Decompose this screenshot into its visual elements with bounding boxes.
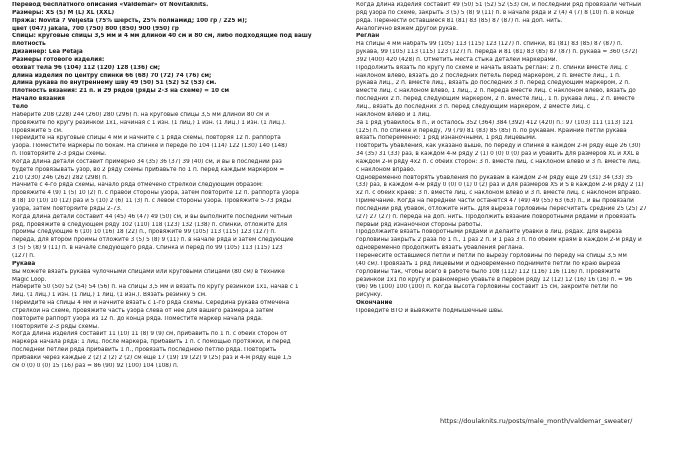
text-line: переда, для второй проймы отложите 3 (5) 5 (8) 9 (11) п. в начале ряда и затем следующие — [12, 237, 294, 244]
text-line: (127) п. — [12, 253, 35, 259]
text-line: Плотность вязания: 21 п. и 29 рядов (ряды 2-3 на схеме) = 10 см — [12, 88, 230, 95]
text-line: 3 (5) 5 (8) 9 (11) п. в начале следующего ряда. Спинка и перед по 99 (105) 113 (115) 123 — [12, 245, 283, 252]
text-line: последней петлей ряда прибавить 1 п., провязать последнюю петлю ряда. Повторить — [12, 347, 277, 354]
text-line: Размеры: XS (S) M (L) XL (XXL) — [12, 9, 115, 16]
text-line: Перенесите оставшиеся петли и петли по вырезу горловины по переду на спицы 3,5 мм — [356, 253, 627, 259]
text-line: проймы следующие 6 (10) 10 (16) 18 (22) п., провяжите 99 (105) 113 (115) 123 (127) п. — [12, 229, 277, 236]
text-line: Повторяйте 2-3 ряды схемы. — [12, 323, 100, 330]
text-line: 34 (35) 31 (33) раз, в каждом 4-м ряду 2 (1) 0 (0) 0 (0) раз и убавить для размеров XL и XXL в — [356, 151, 640, 158]
text-line: 210 (230) 246 (262) 282 (298) п. — [12, 174, 108, 181]
text-line: вместе лиц. с наклоном влево, 1 лиц., 2 п. переда вместе лиц. с наклоном влево, вязать до — [356, 88, 636, 95]
text-line: Аналогично вяжем другой рукав. — [356, 25, 458, 32]
text-line: наклоном влево, вязать до 2 последних петель перед маркером, 2 п. вместе лиц., 1 п. — [356, 72, 621, 79]
text-line: х2 п. с обеих краев: 3 п. вместе лиц. с наклоном влево и 3 п. вместе лиц. с наклоном вправо. — [356, 190, 641, 197]
text-line: последний ряд убавок, отложите нить. Для выреза горловины пересчитать средние 25 (25) 27 — [356, 205, 647, 212]
text-line: Начните с 4-го ряда схемы, начало ряда отмечено стрелкой следующим образом: — [12, 182, 263, 189]
text-line: Примечание. Когда на передней части останется 47 (49) 49 (55) 63 (63) п., и вы провязали — [356, 198, 634, 205]
text-line: Пряжа: Novita 7 Veljestä (75% шерсть, 25% полиамид; 100 гр / 225 м); — [12, 17, 247, 24]
text-line: Провяжите 5 см. — [12, 127, 63, 134]
text-line: вязать попеременно: 1 ряд изнаночными, 1 ряд лицевыми. — [356, 135, 537, 142]
text-line: горловины закрыть 2 раза по 1 п., 1 раз 2 п. и 1 раз 3 п. по обеим краям в каждом 2-м ряду и — [356, 237, 642, 244]
text-line: (33) раз, в каждом 4-м ряду 0 (0) 0 (1) 0 (2) раз и для размеров XS и S в каждом 2-м ряду 2 (1) — [356, 182, 644, 189]
text-line: резинкой 1х1 по кругу и равномерно убавьте в первом ряду 12 (12) 12 (16) 16 (16) п. = 96 — [356, 276, 632, 283]
text-line: Когда длина детали составит 44 (45) 46 (47) 49 (50) см, и вы выполните последний четный — [12, 213, 292, 220]
text-line: первый ряд изнаночной стороны работы. — [356, 221, 483, 228]
text-line: прибавки через каждые 2 (2) 2 (2) 2 (2) см еще 17 (19) 19 (22) 9 (25) раз и 4-м ряду еще 1,5 — [12, 354, 292, 361]
text-line: стрелкой на схеме, провяжите часть узора слева от нее для вашего размера,а затем — [12, 307, 274, 314]
text-line: Дизайнер: Lea Petäjä — [12, 49, 83, 56]
text-line: наклоном влево и 1 лиц. — [356, 111, 431, 118]
text-line: ряд узора по схеме, закрыть 3 (5) 5 (8) 9 (11) п. в начале ряда и 2 (4) 4 (7) 8 (10) п. в конце — [356, 9, 635, 16]
text-line: Когда длина детали составит примерно 34 (35) 36 (37) 39 (40) см, и вы в последний раз — [12, 158, 282, 165]
text-line: Когда длина изделия составит 49 (50) 51 (52) 52 (53) см, и последний ряд провязали четный — [356, 2, 642, 8]
text-line: Наберите 208 (228) 244 (260) 280 (296) п. на круговые спицы 3,5 мм длиной 80 см и — [12, 111, 270, 118]
text-line: Продолжить вязать по кругу по схеме и начать вязать реглан: 2 п. спинки вместе лиц. с — [356, 64, 628, 71]
text-line: одновременно продолжить вязать убавления реглана. — [356, 245, 525, 252]
left-column — [12, 2, 332, 371]
text-line: Реглан — [356, 33, 380, 40]
text-line: Рукава — [12, 260, 36, 267]
text-line: Повторить убавления, как указано выше, по переду и спинке в каждом 2-м ряду еще 26 (30) — [356, 143, 641, 150]
text-line: повторите раппорт узора из 12 п. до конца ряда. Поместите маркер начала ряда. — [12, 315, 263, 322]
text-line: провяжите по кругу резинкой 1х1, начиная с 1 изн. (1 лиц.) 1 изн. (1 лиц.) 1 изн. (1 лиц.). — [12, 119, 286, 126]
text-line: лиц. (1 лиц.) 1 изн. (1 лиц.) 1 лиц. (1 изн.). Вязать резинку 5 см. — [12, 292, 207, 299]
text-line: рисунку. — [356, 292, 383, 299]
text-line: ряда. Перенести оставшиеся 81 (81) 83 (85) 87 (87) п. на доп. нить. — [356, 17, 563, 24]
text-line: Одновременно повторять убавления по рукавам в каждом 2-м ряду еще 29 (31) 34 (33) 35 — [356, 174, 633, 181]
text-line: Magic Loop. — [12, 276, 47, 283]
text-line: п. Повторяйте 2-3 ряды схемы. — [12, 151, 107, 158]
text-line: Перейдите на спицы 4 мм и начните вязать с 1-го ряда схемы. Середина рукава отмечена — [12, 300, 290, 307]
text-line: Начало вязания — [12, 96, 65, 103]
text-line: с наклоном вправо. — [356, 166, 416, 173]
right-column — [356, 2, 688, 316]
text-line: Вы можете вязать рукава чулочными спицами или круговыми спицами (80 см) в технике — [12, 268, 285, 275]
text-line: см 0 (0) 0 (0) 15 (16) раз = 86 (90) 92 (100) 104 (108) п. — [12, 362, 179, 369]
text-line: узора, затем повторяйте ряды 2-73. — [12, 205, 122, 212]
text-line: (27) 27 (27) п. переда на доп. нить. Продолжить вязание поворотными рядами и провязать — [356, 213, 637, 220]
text-line: маркера начала ряда: 1 лиц. после маркера, прибавить 1 п. с помощью протяжки, и перед — [12, 339, 291, 346]
text-line: Тело — [12, 103, 28, 110]
text-line: цвет (047) jäkälä, 700 (750) 800 (850) 900 (950) гр — [12, 25, 179, 32]
text-line: будете провязывать узор, во 2 ряду схемы прибавьте по 1 п. перед каждым маркером = — [12, 166, 285, 173]
text-line: Спицы: круговые спицы 3,5 мм и 4 мм длиной 40 см и 80 см, либо подходящие под вашу — [12, 33, 312, 40]
text-line: 8 (8) 10 (10) 10 (12) раз и 5 (10) 2 (6) 11 (3) п. с левой стороны узора. Провяжите 5-73 ряды — [12, 198, 292, 205]
text-line: Проведите ВТО и вывяжите подмышечные швы. — [356, 307, 504, 314]
text-line: Перейдите на круговые спицы 4 мм и начните с 1 ряда схемы, повторяя 12 п. раппорта — [12, 135, 281, 142]
text-line: длина изделия по центру спинки 66 (68) 70 (72) 74 (76) см; — [12, 72, 212, 79]
text-line: каждом 2-м ряду 4х2 п. с обеих сторон: 3 п. вместе лиц. с наклоном влево и 3 п. вместе лиц. — [356, 158, 641, 165]
text-line: (96) 96 (100) 100 (100) п. Когда высота горловины составит 15 см, закройте петли по — [356, 284, 618, 291]
text-line: длина рукава по внутреннему шву 49 (50) 51 (52) 52 (53) см. — [12, 80, 217, 87]
text-line: провяжите 4 (9) 1 (5) 10 (2) п. с правой стороны узора, затем повторите 12 п. раппорта узора — [12, 190, 299, 197]
text-line: плотность — [12, 41, 46, 48]
text-line: горловины так, чтобы всего в работе было 108 (112) 112 (116) 116 (116) п. Провяжите — [356, 268, 621, 275]
text-line: Наберите 50 (50) 52 (54) 54 (56) п. на спицы 3,5 мм и вязать по кругу резинкой 1х1, начав с 1 — [12, 284, 299, 291]
text-line: рукава, 99 (105) 113 (115) 123 (127) п. переда и 81 (81) 83 (85) 87 (87) п. рукава = 360 (372) — [356, 49, 638, 56]
text-line: 392 (400) 420 (428) п. Отметить места стыка деталей маркерами. — [356, 56, 558, 63]
text-line: На спицы 4 мм набрать 99 (105) 113 (115) 123 (127) п. спинки, 81 (81) 83 (85) 87 (87) п. — [356, 41, 623, 48]
text-line: Продолжайте вязать поворотными рядами и делайте убавки в лиц. рядах. Для выреза — [356, 229, 622, 236]
text-line: лиц., вязать до последних 3 п. перед следующим маркером, 2 вместе лиц. с — [356, 103, 591, 110]
text-line: обхват тела 96 (104) 112 (120) 128 (136) см; — [12, 64, 161, 71]
text-line: узора. Поместите маркеры по бокам. На спинке и переде по 104 (114) 122 (130) 140 (148) — [12, 143, 288, 150]
text-line: рукава лиц., 2 п. вместе лиц., вязать до последних 3 п. перед следующим маркером, 2 п. — [356, 80, 630, 87]
text-line: (125) п. по спинке и переду, 79 (79) 81 (83) 85 (85) п. по рукавам. Крайние петли рукава — [356, 127, 627, 134]
text-line: Когда длина изделия составит 11 (10) 11 (8) 9 (9) см, прибавить по 1 п. с обеих сторон от — [12, 331, 288, 338]
text-line: (40 см). Провязать 1 ряд лицевыми и одновременно поднимите петли по краю выреза — [356, 260, 621, 267]
source-link[interactable]: https://doulaknits.ru/posts/male_month/valdemar_sweater/ — [440, 417, 633, 425]
text-line: Размеры готового изделия: — [12, 56, 105, 63]
text-line: Перевод бесплатного описания «Valdemar» от Novitaknits. — [12, 2, 209, 8]
text-line: Окончание — [356, 300, 393, 307]
text-line: последних 2 п. перед следующим маркером, 2 п. вместе лиц., 1 п. рукава лиц., 2 п. вместе — [356, 96, 635, 103]
text-line: За 1 ряд убавилось 8 п., и осталось 352 (364) 384 (392) 412 (420) п.: 97 (103) 111 (113) 121 — [356, 119, 634, 126]
text-line: ряд, провяжите в следующем ряду 102 (110) 118 (123) 132 (138) п. спинки, отложите для — [12, 221, 288, 228]
